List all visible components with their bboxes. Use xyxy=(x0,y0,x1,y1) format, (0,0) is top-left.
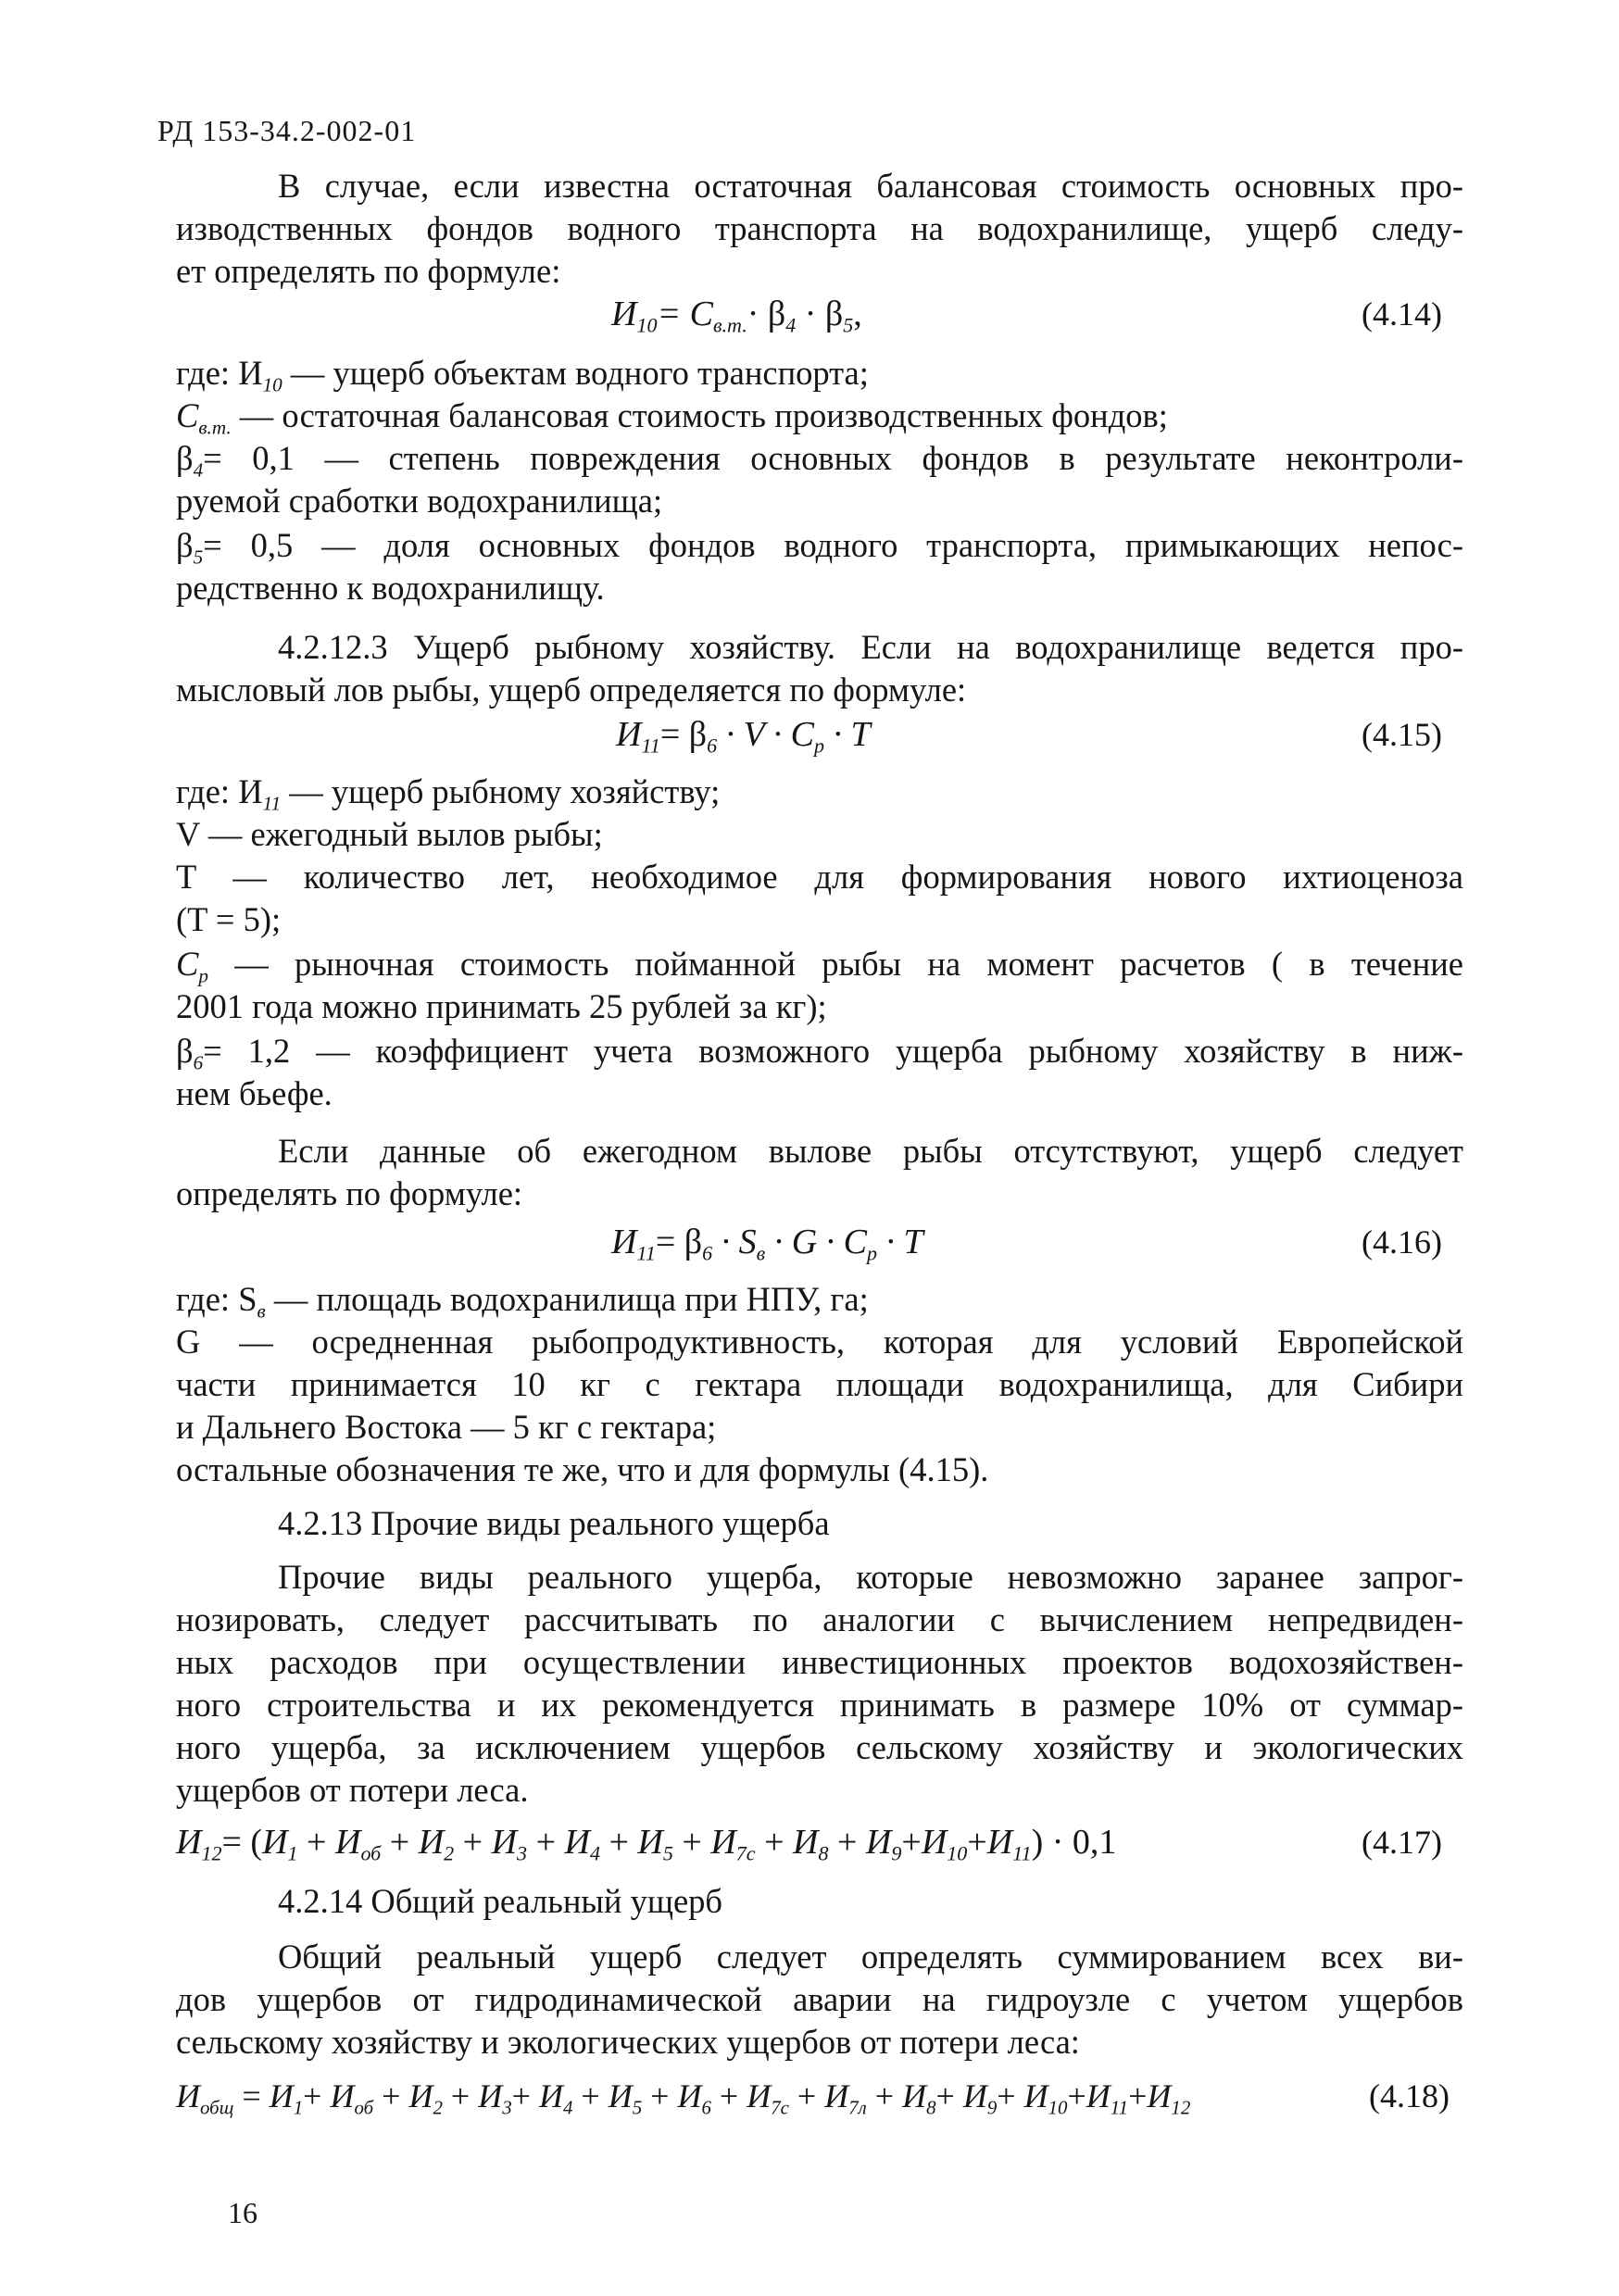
paragraph-line: ного ущерба, за исключением ущербов сельскому хозяйству и экологических xyxy=(176,1728,1463,1766)
formula-4-14: $И_{10}= C_{в.т.}\cdot \beta_4 \cdot \beta_5$, xyxy=(611,295,862,337)
definition-line: $C_{в.т.}$ — остаточная балансовая стоимость производственных фондов; xyxy=(176,396,1168,439)
definition-line: $\beta_5= 0,5$ — доля основных фондов водного транспорта, примыкающих непос- xyxy=(176,526,1463,569)
definition-line: где: $И_{11}$ — ущерб рыбному хозяйству; xyxy=(176,772,721,815)
paragraph-line: определять по формуле: xyxy=(176,1174,523,1212)
formula-number: (4.15) xyxy=(1362,716,1442,753)
definition-line: и Дальнего Востока — 5 кг с гектара; xyxy=(176,1408,717,1446)
paragraph-line: Общий реальный ущерб следует определять суммированием всех ви- xyxy=(278,1938,1463,1976)
definition-line: редственно к водохранилищу. xyxy=(176,569,605,607)
paragraph-line: 4.2.12.3 Ущерб рыбному хозяйству. Если на водохранилище ведется про- xyxy=(278,628,1463,666)
definition-line: T — количество лет, необходимое для формирования нового ихтиоценоза xyxy=(176,858,1463,896)
definition-line: нем бьефе. xyxy=(176,1074,333,1112)
formula-4-15: $И_{11}= \beta_6 \cdot V \cdot C_р \cdot T$ xyxy=(616,715,871,758)
paragraph-line: Прочие виды реального ущерба, которые невозможно заранее запрог- xyxy=(278,1558,1463,1596)
paragraph-line: ных расходов при осуществлении инвестиционных проектов водохозяйствен- xyxy=(176,1643,1463,1681)
page-number: 16 xyxy=(228,2196,257,2229)
paragraph-line: изводственных фондов водного транспорта на водохранилище, ущерб следу- xyxy=(176,209,1463,247)
paragraph-line: ного строительства и их рекомендуется принимать в размере 10% от суммар- xyxy=(176,1686,1463,1724)
paragraph-line: мысловый лов рыбы, ущерб определяется по формуле: xyxy=(176,671,967,709)
definition-line: $C_р$ — рыночная стоимость пойманной рыбы на момент расчетов ( в течение xyxy=(176,945,1463,987)
paragraph-line: дов ущербов от гидродинамической аварии на гидроузле с учетом ущербов xyxy=(176,1980,1463,2018)
paragraph-line: нозировать, следует рассчитывать по аналогии с вычислением непредвиден- xyxy=(176,1600,1463,1638)
formula-number: (4.17) xyxy=(1362,1824,1442,1861)
paragraph-line: Если данные об ежегодном вылове рыбы отсутствуют, ущерб следует xyxy=(278,1132,1463,1170)
definition-line: (T = 5); xyxy=(176,900,282,938)
definition-line: остальные обозначения те же, что и для формулы (4.15). xyxy=(176,1450,989,1488)
formula-number: (4.18) xyxy=(1369,2077,1450,2114)
definition-line: 2001 года можно принимать 25 рублей за кг); xyxy=(176,987,827,1025)
formula-4-16: $И_{11}= \beta_6 \cdot S_в \cdot G \cdot C_р \cdot T$ xyxy=(611,1223,923,1265)
section-heading: 4.2.14 Общий реальный ущерб xyxy=(278,1882,722,1920)
definition-line: $\beta_6= 1,2$ — коэффициент учета возможного ущерба рыбному хозяйству в ниж- xyxy=(176,1032,1463,1074)
paragraph-line: ет определять по формуле: xyxy=(176,252,561,290)
definition-line: G — осредненная рыбопродуктивность, которая для условий Европейской xyxy=(176,1323,1463,1361)
definition-line: где: $S_в$ — площадь водохранилища при НПУ, га; xyxy=(176,1280,869,1323)
section-heading: 4.2.13 Прочие виды реального ущерба xyxy=(278,1504,830,1542)
definition-line: V — ежегодный вылов рыбы; xyxy=(176,815,603,853)
document-code: РД 153-34.2-002-01 xyxy=(157,114,417,147)
paragraph-line: В случае, если известна остаточная балансовая стоимость основных про- xyxy=(278,167,1463,205)
formula-4-18: $И_{общ} = И_1+ И_{об} + И_2 + И_3+ И_4 + И_5 + И_6 + И_{7с} + И_{7л} + И_8+ И_9+ И_{10}+И_{11}+И_{12}$ xyxy=(176,2077,1191,2119)
definition-line: где: $И_{10}$ — ущерб объектам водного транспорта; xyxy=(176,354,869,396)
definition-line: части принимается 10 кг с гектара площади водохранилища, для Сибири xyxy=(176,1365,1463,1403)
formula-number: (4.16) xyxy=(1362,1223,1442,1261)
definition-line: $\beta_4= 0,1$ — степень повреждения основных фондов в результате неконтроли- xyxy=(176,439,1463,482)
paragraph-line: сельскому хозяйству и экологических ущербов от потери леса: xyxy=(176,2023,1080,2061)
formula-number: (4.14) xyxy=(1362,295,1442,332)
formula-4-17: $И_{12}= (И_1 + И_{об} + И_2 + И_3 + И_4 + И_5 + И_{7с} + И_8 + И_9+И_{10}+И_{11}) \cdot 0,1$ xyxy=(176,1823,1117,1865)
paragraph-line: ущербов от потери леса. xyxy=(176,1771,529,1809)
definition-line: руемой сработки водохранилища; xyxy=(176,482,663,520)
